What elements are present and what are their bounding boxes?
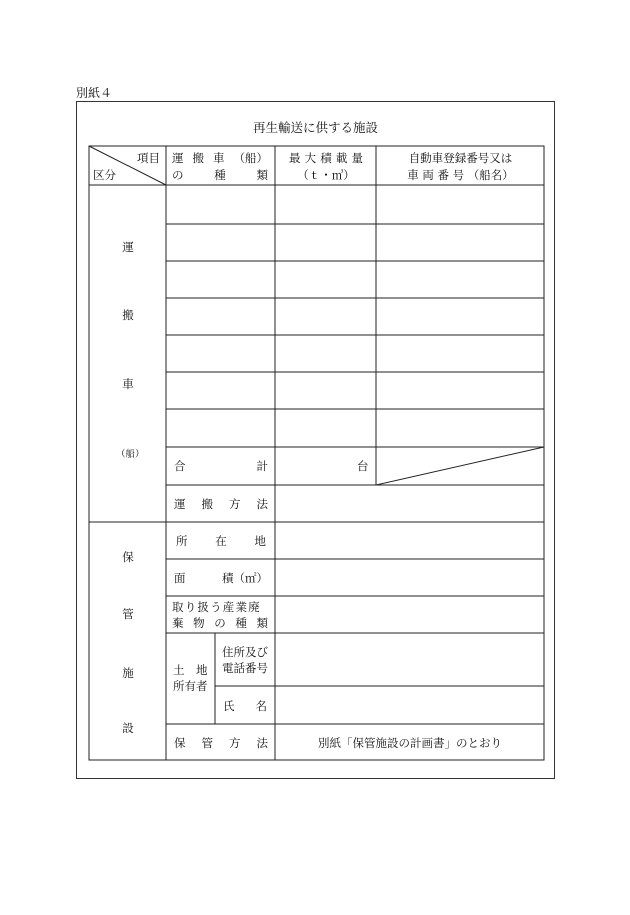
header-vehicle-type-line1: 運 搬 車 （船） bbox=[172, 151, 268, 165]
location-label: 所 在 地 bbox=[176, 534, 266, 548]
waste-type-label-line1: 取り扱う産業廃 bbox=[172, 600, 261, 614]
total-label: 合 計 bbox=[174, 459, 268, 473]
waste-type-label-line2: 棄 物 の 種 類 bbox=[172, 616, 268, 630]
total-diagonal bbox=[376, 447, 544, 485]
header-division: 区分 bbox=[93, 168, 116, 182]
transport-section-char: 運 bbox=[122, 240, 134, 254]
transport-section-char: （船） bbox=[116, 449, 145, 460]
storage-method-value: 別紙「保管施設の計画書」のとおり bbox=[318, 736, 502, 750]
header-regnum-line1: 自動車登録番号又は bbox=[408, 151, 513, 165]
owner-label-line1: 土 地 bbox=[173, 663, 208, 677]
storage-section-char: 施 bbox=[122, 666, 134, 680]
header-regnum-line2: 車 両 番 号 （船名） bbox=[407, 168, 514, 182]
header-capacity-line2: （ｔ・㎥） bbox=[297, 168, 355, 182]
form-title: 再生輸送に供する施設 bbox=[252, 120, 378, 135]
address-label-line2: 電話番号 bbox=[222, 661, 268, 675]
owner-name-label: 氏 名 bbox=[223, 699, 267, 713]
owner-label-line2: 所有者 bbox=[173, 679, 208, 693]
storage-section-char: 保 bbox=[122, 550, 134, 564]
area-label: 面 積（㎡） bbox=[174, 571, 268, 585]
transport-method-label: 運 搬 方 法 bbox=[174, 497, 268, 511]
header-capacity-line1: 最 大 積 載 量 bbox=[289, 151, 363, 165]
address-label-line1: 住所及び bbox=[222, 645, 268, 659]
transport-section-char: 搬 bbox=[122, 308, 134, 322]
storage-section-char: 管 bbox=[122, 607, 134, 621]
header-vehicle-type-line2: の 種 類 bbox=[172, 168, 268, 182]
total-unit: 台 bbox=[357, 459, 369, 473]
document-label: 別紙４ bbox=[76, 86, 113, 100]
storage-section-char: 設 bbox=[122, 721, 134, 735]
transport-section-char: 車 bbox=[122, 377, 134, 391]
header-item: 項目 bbox=[137, 151, 160, 165]
storage-method-label: 保 管 方 法 bbox=[174, 736, 268, 750]
table-border bbox=[89, 146, 544, 760]
